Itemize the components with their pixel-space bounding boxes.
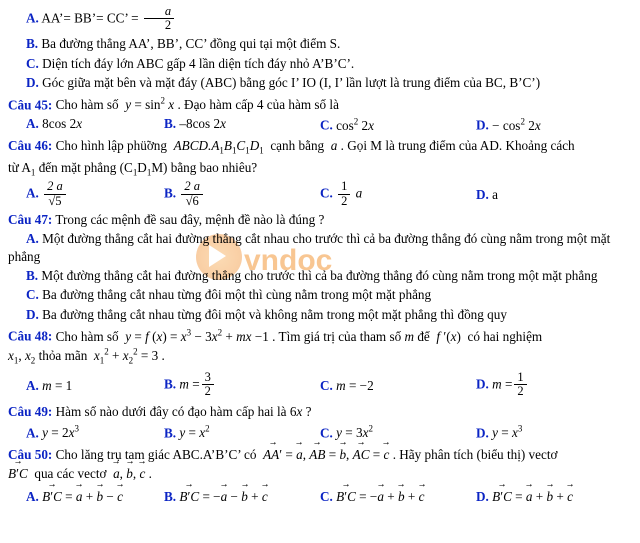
question-47-statement-c[interactable]	[8, 286, 632, 303]
statement-a	[8, 6, 632, 33]
option-46-b-num: 2 a	[184, 179, 201, 194]
option-46-c-fraction	[338, 180, 350, 207]
question-47-statement-b-key: B.	[26, 267, 39, 283]
statement-d-text: Góc giữa mặt bên và mặt đáy (ABC) bằng góc I’ IO (I, I’ lần lượt là trung điểm của BC, B’C’)	[42, 75, 541, 91]
option-46-b-key: B.	[164, 186, 177, 202]
option-49-a-key: A.	[26, 424, 39, 440]
option-48-b-fraction	[202, 371, 214, 398]
question-47-statement-d[interactable]	[8, 306, 632, 323]
statement-a-text: AA’= BB’= CC’ =	[41, 10, 142, 26]
question-47-statement-c-text: Ba đường thẳng cắt nhau từng đôi một thì cùng nằm trong một mặt phẳng	[42, 287, 432, 303]
question-50	[8, 446, 632, 463]
question-46-stem-line1: Cho hình lập phü̃ơng $ABCD.A_1B_1C_1D_1$ cạnh bằng a . Gọi M là trung điểm của AD. Khoảng cách	[55, 137, 575, 156]
option-48-d-prefix: m =	[492, 376, 513, 392]
option-48-d-key: D.	[476, 376, 489, 392]
option-48-c[interactable]	[320, 377, 476, 395]
statement-c-label: C.	[26, 55, 39, 71]
option-49-d-text: $y = x^3$	[492, 423, 523, 440]
question-50-label: Câu 50:	[8, 446, 53, 462]
option-48-d[interactable]	[476, 369, 632, 399]
statement-c	[8, 55, 632, 72]
question-47-statement-b[interactable]	[8, 267, 632, 284]
option-49-d[interactable]	[476, 423, 632, 442]
option-45-a-key: A.	[26, 116, 39, 132]
option-46-b-fraction	[181, 180, 203, 207]
question-47-stem: Trong các mệnh đề sau đây, mệnh đề nào là đúng ?	[55, 211, 325, 227]
option-50-b-key: B.	[164, 488, 177, 504]
option-48-a-text: m = 1	[42, 377, 73, 393]
option-49-c-text: $y = 3x^2$	[336, 423, 373, 440]
option-49-d-key: D.	[476, 424, 489, 440]
option-48-b-prefix: m =	[179, 376, 200, 392]
question-45-options	[8, 115, 632, 134]
option-45-b-text: –8cos 2x	[179, 116, 226, 132]
watermark-text: vndoc	[244, 244, 333, 277]
option-45-c-key: C.	[320, 117, 333, 133]
option-50-a-text: → B′C = → a + → b − → c	[42, 489, 123, 504]
question-46	[8, 137, 632, 157]
option-45-a-text: 8cos 2x	[42, 116, 83, 132]
option-48-b-num: 3	[204, 369, 211, 384]
question-47	[8, 211, 632, 228]
question-48	[8, 327, 632, 345]
option-46-b-den: √6	[181, 194, 203, 208]
option-46-d-text: a	[492, 187, 498, 203]
question-46-options	[8, 181, 632, 208]
question-50-stem-line1: Cho lăng trụ tam giác ABC.A’B’C’ có → AA′ = → a, → AB = → b, → AC = → c . Hãy phân tích (biểu thị) vectơ	[56, 447, 558, 462]
question-45-stem: Cho hàm số $y = \sin^2 x$ . Đạo hàm cấp 4 của hàm số là	[55, 95, 339, 112]
question-47-statement-a[interactable]	[8, 230, 632, 265]
question-46-stem-line2-wrap	[8, 159, 632, 179]
option-45-c[interactable]	[320, 115, 476, 134]
option-48-d-den: 2	[514, 384, 526, 398]
option-50-a-key: A.	[26, 488, 39, 504]
question-47-statement-d-text: Ba đường thẳng cắt nhau từng đôi một và không nằm trong một mặt phẳng thì đồng quy	[42, 306, 507, 322]
option-50-d-text: → B′C = → a + → b + → c	[492, 489, 573, 504]
option-49-a[interactable]	[8, 423, 164, 442]
option-46-a-den: √5	[44, 194, 66, 208]
question-47-statement-d-key: D.	[26, 306, 39, 322]
question-49	[8, 403, 632, 420]
question-49-stem: Hàm số nào dưới đây có đạo hàm cấp hai là 6x ?	[55, 404, 312, 420]
question-48-label: Câu 48:	[8, 328, 53, 344]
option-48-a-key: A.	[26, 377, 39, 393]
option-46-c[interactable]	[320, 181, 476, 208]
question-48-stem-line2-wrap	[8, 347, 632, 368]
fraction-denominator: 2	[144, 18, 174, 32]
option-48-b-key: B.	[164, 376, 177, 392]
option-50-a[interactable]	[8, 488, 164, 506]
option-45-b[interactable]	[164, 115, 320, 134]
option-48-b[interactable]	[164, 369, 320, 399]
option-50-c-key: C.	[320, 488, 333, 504]
fraction-numerator: a	[164, 4, 172, 18]
fraction-a-over-2	[144, 5, 174, 32]
statement-d	[8, 74, 632, 91]
option-48-a[interactable]	[8, 377, 164, 395]
option-46-a[interactable]	[8, 181, 164, 208]
option-46-d[interactable]	[476, 186, 632, 204]
option-46-a-key: A.	[26, 186, 39, 202]
question-47-statement-a-key: A.	[26, 231, 39, 247]
option-46-c-den: 2	[338, 194, 350, 208]
option-50-b[interactable]	[164, 488, 320, 506]
option-46-b[interactable]	[164, 181, 320, 208]
statement-b	[8, 35, 632, 52]
question-47-label: Câu 47:	[8, 211, 53, 227]
option-46-c-key: C.	[320, 186, 333, 202]
question-50-stem-line2: → B′C qua các vectơ → a, → b, → c .	[8, 466, 152, 481]
statement-c-text: Diện tích đáy lớn ABC gấp 4 lần diện tích đáy nhỏ A’B’C’.	[42, 55, 355, 71]
option-50-c[interactable]	[320, 488, 476, 506]
option-48-c-key: C.	[320, 377, 333, 393]
option-50-d-key: D.	[476, 488, 489, 504]
option-49-b-key: B.	[164, 424, 177, 440]
statement-d-label: D.	[26, 75, 39, 91]
question-47-statement-a-text: Một đường thẳng cắt hai đường thẳng cắt nhau cho trước thì cả ba đường thẳng đó cùng nằm trong một mặt phẳng	[8, 231, 611, 264]
option-45-d-key: D.	[476, 117, 489, 133]
question-50-options	[8, 488, 632, 506]
question-48-options	[8, 369, 632, 399]
option-45-d-text: − $\cos^2 2x$	[492, 116, 541, 133]
question-46-label: Câu 46:	[8, 137, 53, 153]
option-45-d[interactable]	[476, 115, 632, 134]
option-49-b-text: $y = x^2$	[179, 423, 210, 440]
option-50-c-text: → B′C = −→ a + → b + → c	[336, 489, 424, 504]
question-49-label: Câu 49:	[8, 404, 53, 420]
option-45-a[interactable]	[8, 115, 164, 134]
question-45-label: Câu 45:	[8, 96, 53, 112]
statement-a-label: A.	[26, 10, 39, 26]
option-48-d-num: 1	[517, 369, 524, 384]
question-47-statement-b-text: Một đường thẳng cắt hai đường thẳng cho trước thì cả ba đường thẳng đó cùng nằm trong một mặt phẳng	[41, 267, 598, 283]
option-50-b-text: → B′C = −→ a − → b + → c	[179, 489, 267, 504]
option-48-c-text: m = −2	[336, 377, 374, 393]
option-45-b-key: B.	[164, 116, 177, 132]
option-49-a-text: $y = 2x^3$	[42, 423, 79, 440]
option-50-d[interactable]	[476, 488, 632, 506]
option-48-d-fraction	[514, 371, 526, 398]
question-46-stem-line2: từ $A_1$ đến mặt phẳng $(C_1D_1M)$ bằng bao nhiêu?	[8, 160, 258, 178]
option-49-c-key: C.	[320, 424, 333, 440]
statement-b-label: B.	[26, 36, 39, 52]
option-46-d-key: D.	[476, 187, 489, 203]
question-48-stem-line1: Cho hàm số y = f $(x) = x^3 - 3x^2$ + mx −1 . Tìm giá trị của tham số m để f ′(x) có hai nghiệm	[55, 327, 543, 344]
option-46-c-suffix: a	[355, 186, 363, 202]
option-46-a-num: 2 a	[47, 179, 63, 194]
question-47-statement-c-key: C.	[26, 287, 39, 303]
option-45-c-text: $\cos^2 2x$	[336, 116, 374, 133]
statement-b-text: Ba đường thẳng AA’, BB’, CC’ đồng qui tại một điểm S.	[41, 36, 341, 52]
question-48-stem-line2: $x_1$, $x_2$ thỏa mãn $x_1^2 + x_2^2 = 3$ .	[8, 347, 165, 367]
option-46-c-num: 1	[341, 179, 348, 194]
option-48-b-den: 2	[202, 384, 214, 398]
question-45	[8, 96, 632, 114]
option-46-a-fraction	[44, 180, 66, 207]
